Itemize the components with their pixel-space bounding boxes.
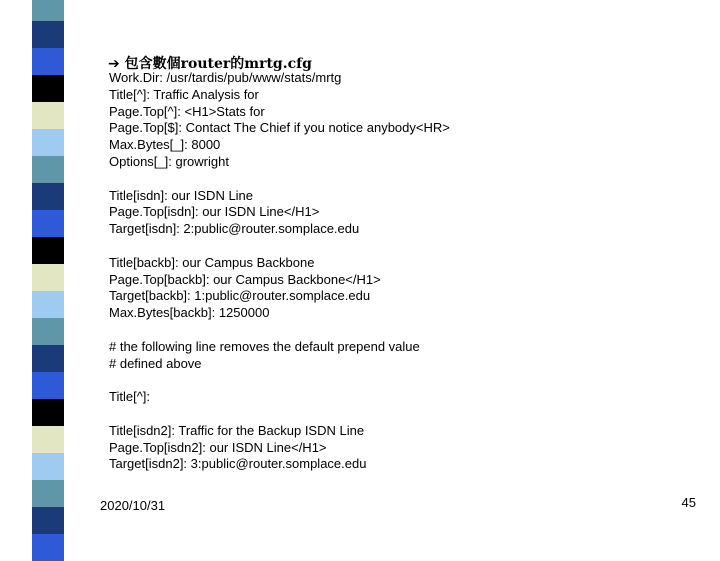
- stripe-block: [32, 129, 64, 156]
- stripe-block: [32, 507, 64, 534]
- config-line: Title[backb]: our Campus Backbone: [109, 254, 315, 270]
- stripe-block: [32, 291, 64, 318]
- blank-line: [109, 322, 699, 339]
- stripe-block: [32, 426, 64, 453]
- config-line: Page.Top[backb]: our Campus Backbone</H1>: [109, 271, 381, 287]
- stripe-block: [32, 399, 64, 426]
- stripe-block: [32, 75, 64, 102]
- config-line: Page.Top[isdn2]: our ISDN Line</H1>: [109, 439, 327, 455]
- stripe-block: [32, 183, 64, 210]
- stripe-block: [32, 237, 64, 264]
- stripe-block: [32, 264, 64, 291]
- config-line: Target[isdn2]: 3:public@router.somplace.edu: [109, 456, 367, 472]
- config-line: Title[isdn]: our ISDN Line: [109, 187, 254, 203]
- config-line: Max.Bytes[_]: 8000: [109, 137, 221, 153]
- stripe-block: [32, 210, 64, 237]
- config-line: Options[_]: growright: [109, 153, 229, 169]
- blank-line: [109, 171, 699, 188]
- config-line: Title[^]:: [109, 389, 151, 405]
- blank-line: [109, 406, 699, 423]
- stripe-block: [32, 102, 64, 129]
- heading-text: 包含數個router的mrtg.cfg: [124, 56, 312, 72]
- slide-date: 2020/10/31: [100, 498, 166, 513]
- page-number: 45: [681, 495, 696, 510]
- blank-line: [109, 238, 699, 255]
- stripe-block: [32, 345, 64, 372]
- config-line: Title[isdn2]: Traffic for the Backup ISDN Line: [109, 422, 365, 438]
- stripe-block: [32, 480, 64, 507]
- config-line: Work.Dir: /usr/tardis/pub/www/stats/mrtg: [109, 70, 342, 85]
- stripe-block: [32, 0, 64, 21]
- arrow-icon: ➔: [108, 56, 120, 72]
- config-line: Page.Top[$]: Contact The Chief if you notice anybody<HR>: [109, 120, 450, 136]
- config-line: Page.Top[^]: <H1>Stats for: [109, 103, 265, 119]
- stripe-block: [32, 318, 64, 345]
- decorative-stripe: [0, 0, 64, 540]
- config-line: Title[^]: Traffic Analysis for: [109, 86, 259, 102]
- stripe-block: [32, 48, 64, 75]
- config-listing: [109, 70, 699, 473]
- config-line: Max.Bytes[backb]: 1250000: [109, 305, 270, 321]
- stripe-block: [32, 453, 64, 480]
- blank-line: [109, 372, 699, 389]
- config-line: Page.Top[isdn]: our ISDN Line</H1>: [109, 204, 320, 220]
- stripe-block: [32, 372, 64, 399]
- config-line: # defined above: [109, 355, 202, 371]
- config-line: Target[isdn]: 2:public@router.somplace.edu: [109, 221, 360, 237]
- config-line: # the following line removes the default prepend value: [109, 338, 420, 354]
- stripe-block: [32, 156, 64, 183]
- stripe-block: [32, 21, 64, 48]
- stripe-block: [32, 534, 64, 561]
- config-line: Target[backb]: 1:public@router.somplace.edu: [109, 288, 371, 304]
